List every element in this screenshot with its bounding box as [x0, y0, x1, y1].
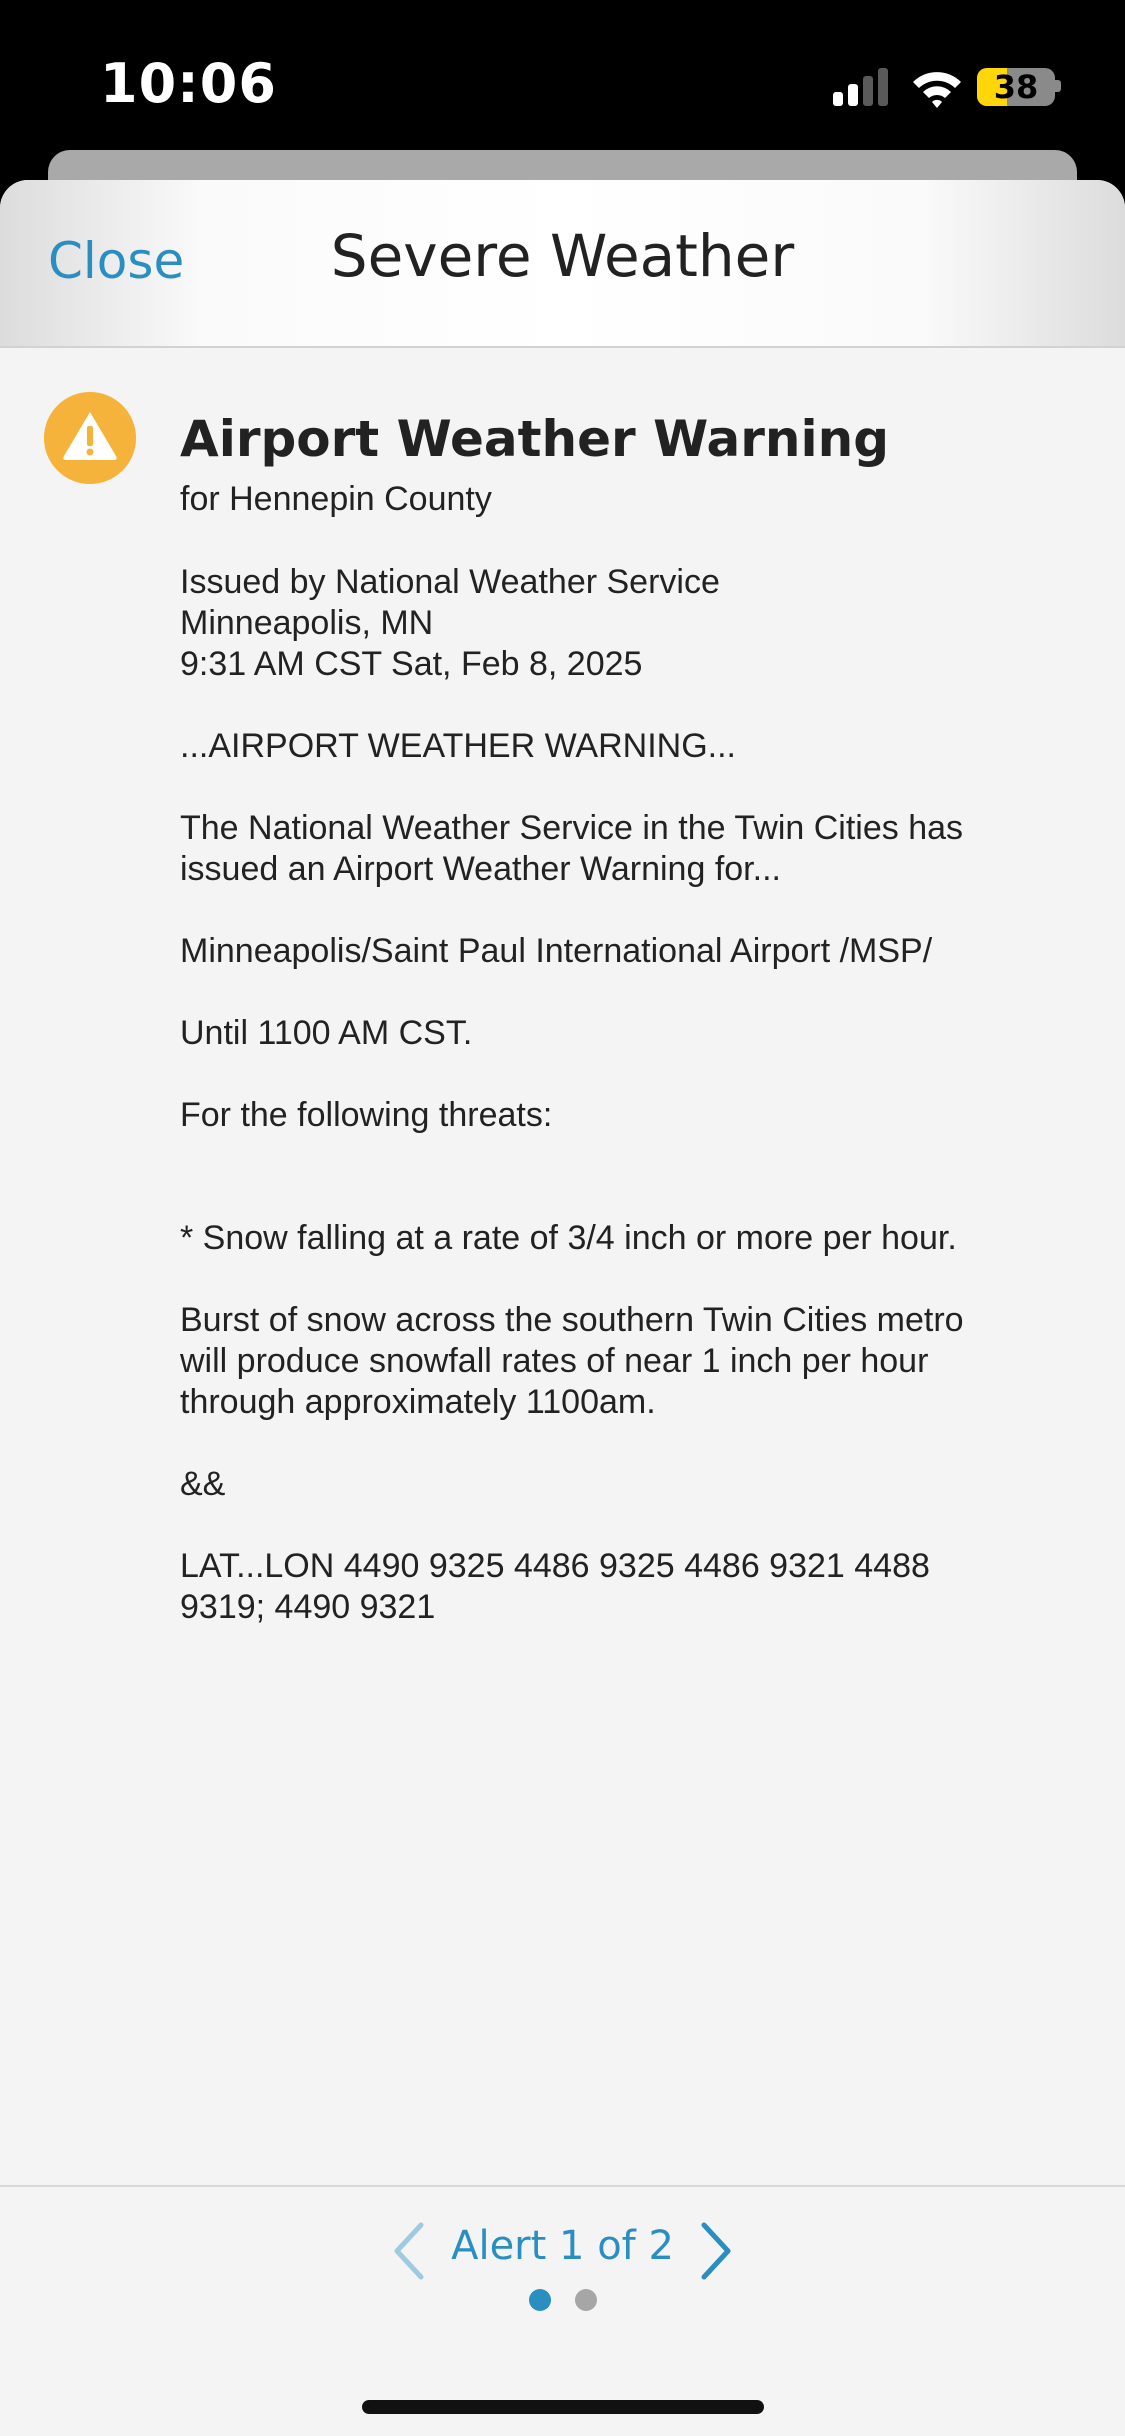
- battery-percent: 38: [993, 68, 1039, 106]
- cellular-signal-icon: [833, 66, 893, 110]
- alert-body-line: Issued by National Weather Service: [180, 563, 720, 601]
- alert-body-line: [180, 890, 1080, 931]
- alert-body-line: For the following threats:: [180, 1096, 553, 1134]
- alert-pager: [0, 2185, 1125, 2436]
- alert-body-line: issued an Airport Weather Warning for...: [180, 850, 781, 888]
- alert-body-line: [180, 1054, 1080, 1095]
- battery-icon: [977, 68, 1055, 106]
- alert-body-line: &&: [180, 1465, 226, 1503]
- wifi-icon: [909, 66, 965, 110]
- page-indicator: [0, 2289, 1125, 2316]
- alert-title: Airport Weather Warning: [180, 410, 889, 468]
- sheet-header: [0, 180, 1125, 348]
- alert-body-line: [180, 1177, 1080, 1218]
- sheet-title: Severe Weather: [330, 222, 795, 290]
- severe-weather-sheet: [0, 180, 1125, 2436]
- alert-body-line: [180, 1505, 1080, 1546]
- alert-body-line: Burst of snow across the southern Twin Cities metro: [180, 1301, 964, 1339]
- warning-icon: [44, 392, 136, 484]
- alert-body-line: The National Weather Service in the Twin Cities has: [180, 809, 964, 847]
- alert-body-line: * Snow falling at a rate of 3/4 inch or more per hour.: [180, 1219, 957, 1257]
- alert-body: [180, 562, 1080, 1628]
- status-bar: [0, 0, 1125, 150]
- alert-body-line: will produce snowfall rates of near 1 inch per hour: [180, 1342, 929, 1380]
- alert-body-line: [180, 1423, 1080, 1464]
- next-alert-button[interactable]: [690, 2211, 740, 2291]
- alert-body-line: Minneapolis/Saint Paul International Airport /MSP/: [180, 932, 933, 970]
- battery-tip: [1055, 80, 1061, 92]
- alert-body-line: [180, 685, 1080, 726]
- alert-body-line: [180, 1136, 1080, 1177]
- alert-body-line: [180, 972, 1080, 1013]
- alert-body-line: through approximately 1100am.: [180, 1383, 656, 1421]
- close-button[interactable]: Close: [48, 232, 185, 290]
- alert-body-line: Until 1100 AM CST.: [180, 1014, 473, 1052]
- alert-body-line: [180, 1259, 1080, 1300]
- alert-body-line: Minneapolis, MN: [180, 604, 434, 642]
- page-dot[interactable]: [575, 2289, 597, 2311]
- home-indicator: [362, 2400, 764, 2414]
- alert-body-line: ...AIRPORT WEATHER WARNING...: [180, 727, 737, 765]
- alert-subtitle: for Hennepin County: [180, 480, 492, 518]
- alert-body-line: LAT...LON 4490 9325 4486 9325 4486 9321 4488: [180, 1547, 930, 1585]
- alert-body-line: 9319; 4490 9321: [180, 1588, 436, 1626]
- alert-counter: Alert 1 of 2: [451, 2223, 674, 2269]
- alert-body-line: [180, 767, 1080, 808]
- status-time: 10:06: [100, 52, 277, 115]
- page-dot[interactable]: [529, 2289, 551, 2311]
- alert-body-line: 9:31 AM CST Sat, Feb 8, 2025: [180, 645, 643, 683]
